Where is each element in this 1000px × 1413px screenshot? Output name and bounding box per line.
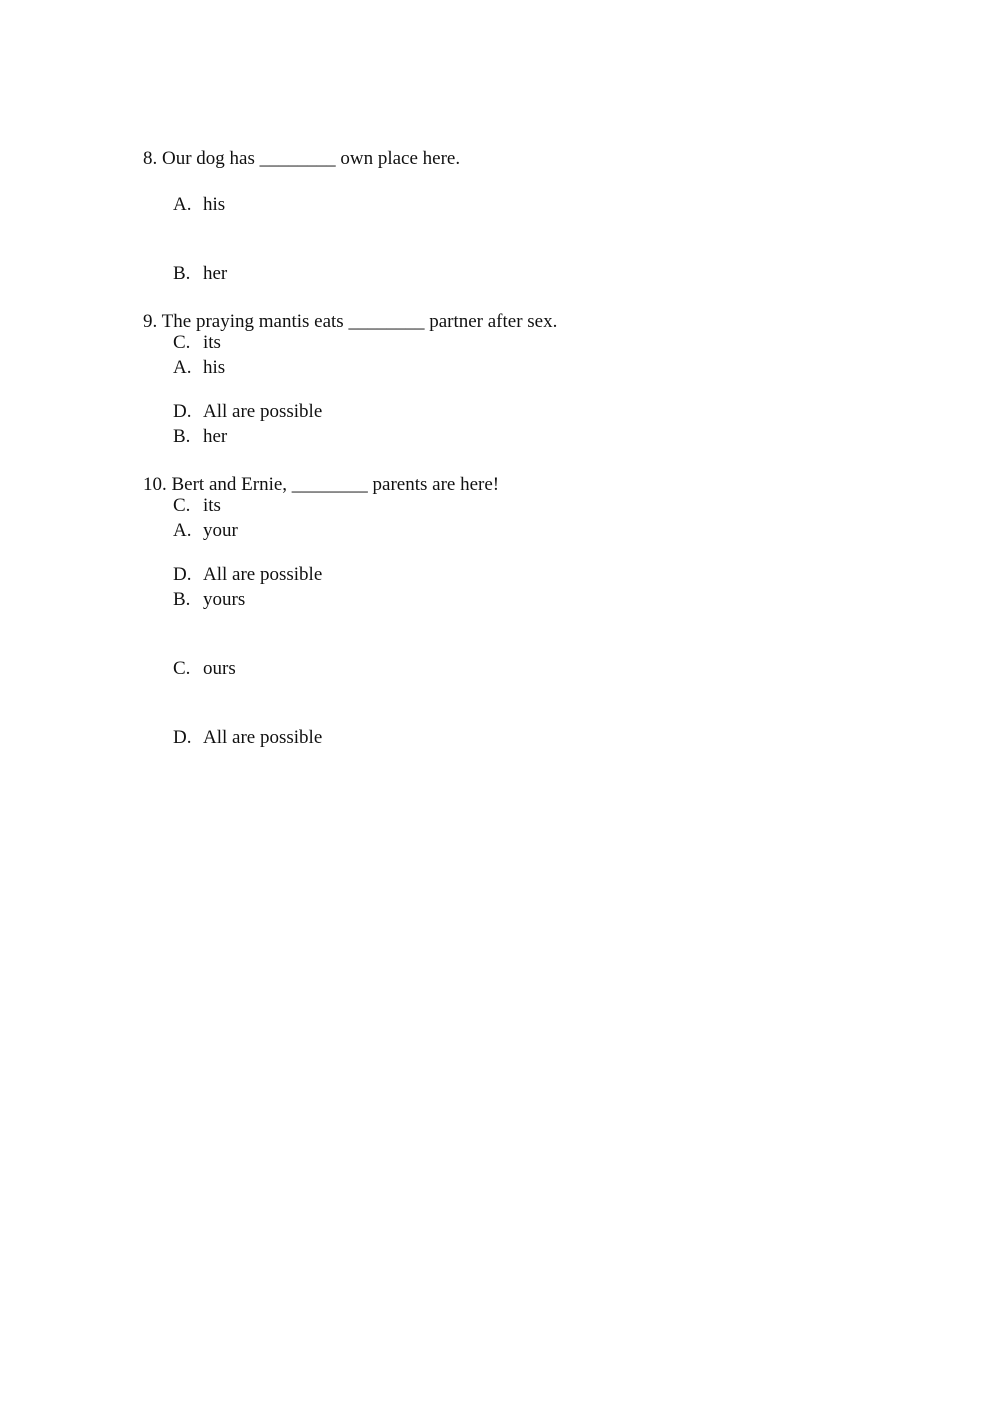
question-prompt: 9. The praying mantis eats ________ partner after sex. bbox=[143, 311, 558, 332]
option-text: All are possible bbox=[203, 564, 323, 585]
option-letter: C. bbox=[173, 495, 191, 516]
option-letter: D. bbox=[173, 401, 192, 422]
question-prompt: 10. Bert and Ernie, ________ parents are here! bbox=[143, 474, 500, 495]
option-letter: C. bbox=[173, 332, 191, 353]
option-text: All are possible bbox=[203, 727, 323, 748]
option-text: his bbox=[203, 357, 226, 378]
option-text: yours bbox=[203, 589, 246, 610]
question-10 bbox=[143, 427, 903, 748]
option-b bbox=[143, 588, 246, 611]
option-a bbox=[143, 193, 226, 216]
option-letter: B. bbox=[173, 589, 191, 610]
option-letter: A. bbox=[173, 520, 192, 541]
option-text: its bbox=[203, 495, 221, 516]
option-letter: B. bbox=[173, 263, 191, 284]
option-text: your bbox=[203, 520, 238, 541]
option-letter: A. bbox=[173, 194, 192, 215]
option-letter: D. bbox=[173, 564, 192, 585]
option-a bbox=[143, 519, 238, 542]
option-text: ours bbox=[203, 658, 236, 679]
option-a bbox=[143, 356, 226, 379]
option-c bbox=[143, 657, 236, 680]
option-letter: A. bbox=[173, 357, 192, 378]
question-prompt: 8. Our dog has ________ own place here. bbox=[143, 148, 461, 169]
option-text: her bbox=[203, 263, 228, 284]
option-text: All are possible bbox=[203, 401, 323, 422]
option-text: his bbox=[203, 194, 226, 215]
option-d bbox=[143, 726, 323, 749]
option-letter: C. bbox=[173, 658, 191, 679]
option-letter: B. bbox=[173, 426, 191, 447]
option-text: her bbox=[203, 426, 228, 447]
option-text: its bbox=[203, 332, 221, 353]
option-letter: D. bbox=[173, 727, 192, 748]
